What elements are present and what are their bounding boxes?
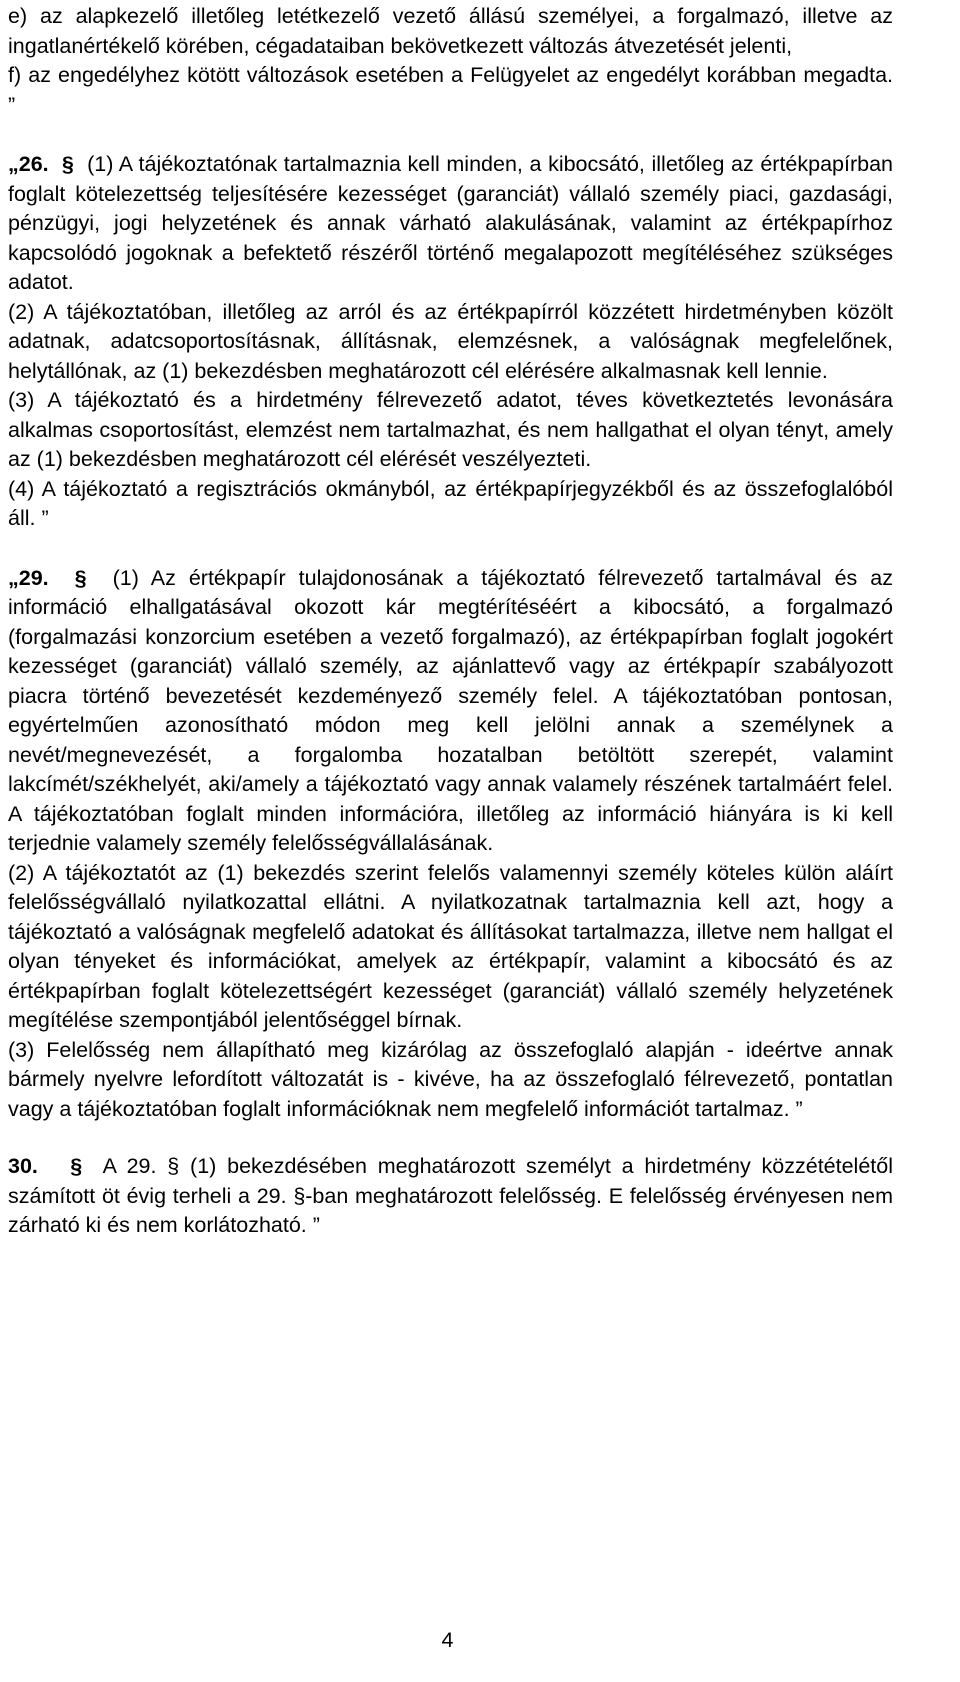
section-26-p3: (3) A tájékoztató és a hirdetmény félrevezető adatot, téves következtetés levonására alkalmas csoportosítást, elemzést nem tartalmazhat, és nem hallgathat el olyan tényt, amely az (1) bekezdésben meghatározott cél elérését veszélyezteti. <box>8 388 893 471</box>
page-number: 4 <box>441 1628 454 1652</box>
section-29-number: „29. <box>8 565 49 590</box>
section-29-p1-text: (1) Az értékpapír tulajdonosának a tájékoztató félrevezető tartalmával és az információ elhallgatásával okozott kár megtérítéséért a kibocsátó, a forgalmazó (forgalmazási konzorcium esetében a vezető forgalmazó), az értékpapírban foglalt jogokért kezességet (garanciát) vállaló személy, az ajánlattevő vagy az értékpapír szabályozott piacra történő bevezetését kezdeményező személy felel. A tájékoztatóban pontosan, egyértelműen azonosítható módon meg kell jelölni annak a személynek a nevét/megnevezését, a forgalomba hozatalban betöltött szerepét, valamint lakcímét/székhelyét, aki/amely a tájékoztató vagy annak valamely részének tartalmáért felel. A tájékoztatóban foglalt minden információra, illetőleg az információ hiányára is ki kell terjednie valamely személy felelősségvállalásának. <box>8 565 893 855</box>
spacer <box>8 534 893 564</box>
section-26-p1-text: (1) A tájékoztatónak tartalmaznia kell minden, a kibocsátó, illetőleg az értékpapírban foglalt kötelezettség teljesítésére kezességet (garanciát) vállaló személy piaci, gazdasági, pénzügyi, jogi helyzetének és annak várható alakulásának, valamint az értékpapírhoz kapcsolódó jogoknak a befektető részéről történő megalapozott megítéléséhez szükséges adatot. <box>8 152 894 294</box>
section-26-p4: (4) A tájékoztató a regisztrációs okmányból, az értékpapírjegyzékből és az összefoglalóból áll. ” <box>8 476 893 530</box>
section-29-p3: (3) Felelősség nem állapítható meg kizárólag az összefoglaló alapján - ideértve annak bármely nyelvre lefordított változatát is - kivéve, ha az összefoglaló félrevezető, pontatlan vagy a tájékoztatóban foglalt információknak nem megfelelő információt tartalmaz. ” <box>8 1037 893 1121</box>
spacer <box>8 1124 893 1152</box>
section-sign-icon: § <box>70 1154 83 1178</box>
section-30 <box>8 1152 893 1241</box>
section-29-p1 <box>8 564 893 859</box>
spacer <box>8 120 893 150</box>
section-26-p1 <box>8 150 893 298</box>
section-29-p2: (2) A tájékoztatót az (1) bekezdés szerint felelős valamennyi személy köteles külön aláírt felelősségvállaló nyilatkozattal ellátni. A nyilatkozatnak tartalmaznia kell azt, hogy a tájékoztató a valóságnak megfelelő adatokat és állításokat tartalmazza, illetve nem hallgat el olyan tényeket és információkat, amelyek az értékpapír, valamint a kibocsátó és az értékpapírban foglalt kötelezettségért kezességet (garanciát) vállaló személy helyzetének megítélése szempontjából jelentőséggel bírnak. <box>8 860 893 1032</box>
section-26-p2: (2) A tájékoztatóban, illetőleg az arról és az értékpapírról közzétett hirdetményben közölt adatnak, adatcsoportosításnak, állításnak, elemzésnek, a valóságnak megfelelőnek, helytállónak, az (1) bekezdésben meghatározott cél elérésére alkalmasnak kell lennie. <box>8 299 893 383</box>
section-sign-icon: § <box>61 152 74 176</box>
section-sign-icon: § <box>74 565 87 590</box>
section-26-number: „26. <box>8 152 49 176</box>
document-page <box>8 0 893 1241</box>
paragraph-item-f: f) az engedélyhez kötött változások esetében a Felügyelet az engedélyt korábban megadta. ” <box>8 63 893 117</box>
section-30-number: 30. <box>8 1154 38 1178</box>
section-30-text: A 29. § (1) bekezdésében meghatározott személyt a hirdetmény közzétételétől számított öt évig terheli a 29. §-ban meghatározott felelősség. E felelősség érvényesen nem zárható ki és nem korlátozható. ” <box>8 1154 893 1237</box>
paragraph-item-e: e) az alapkezelő illetőleg letétkezelő vezető állású személyei, a forgalmazó, illetve az ingatlanértékelő körében, cégadataiban bekövetkezett változás átvezetését jelenti, <box>8 4 893 58</box>
